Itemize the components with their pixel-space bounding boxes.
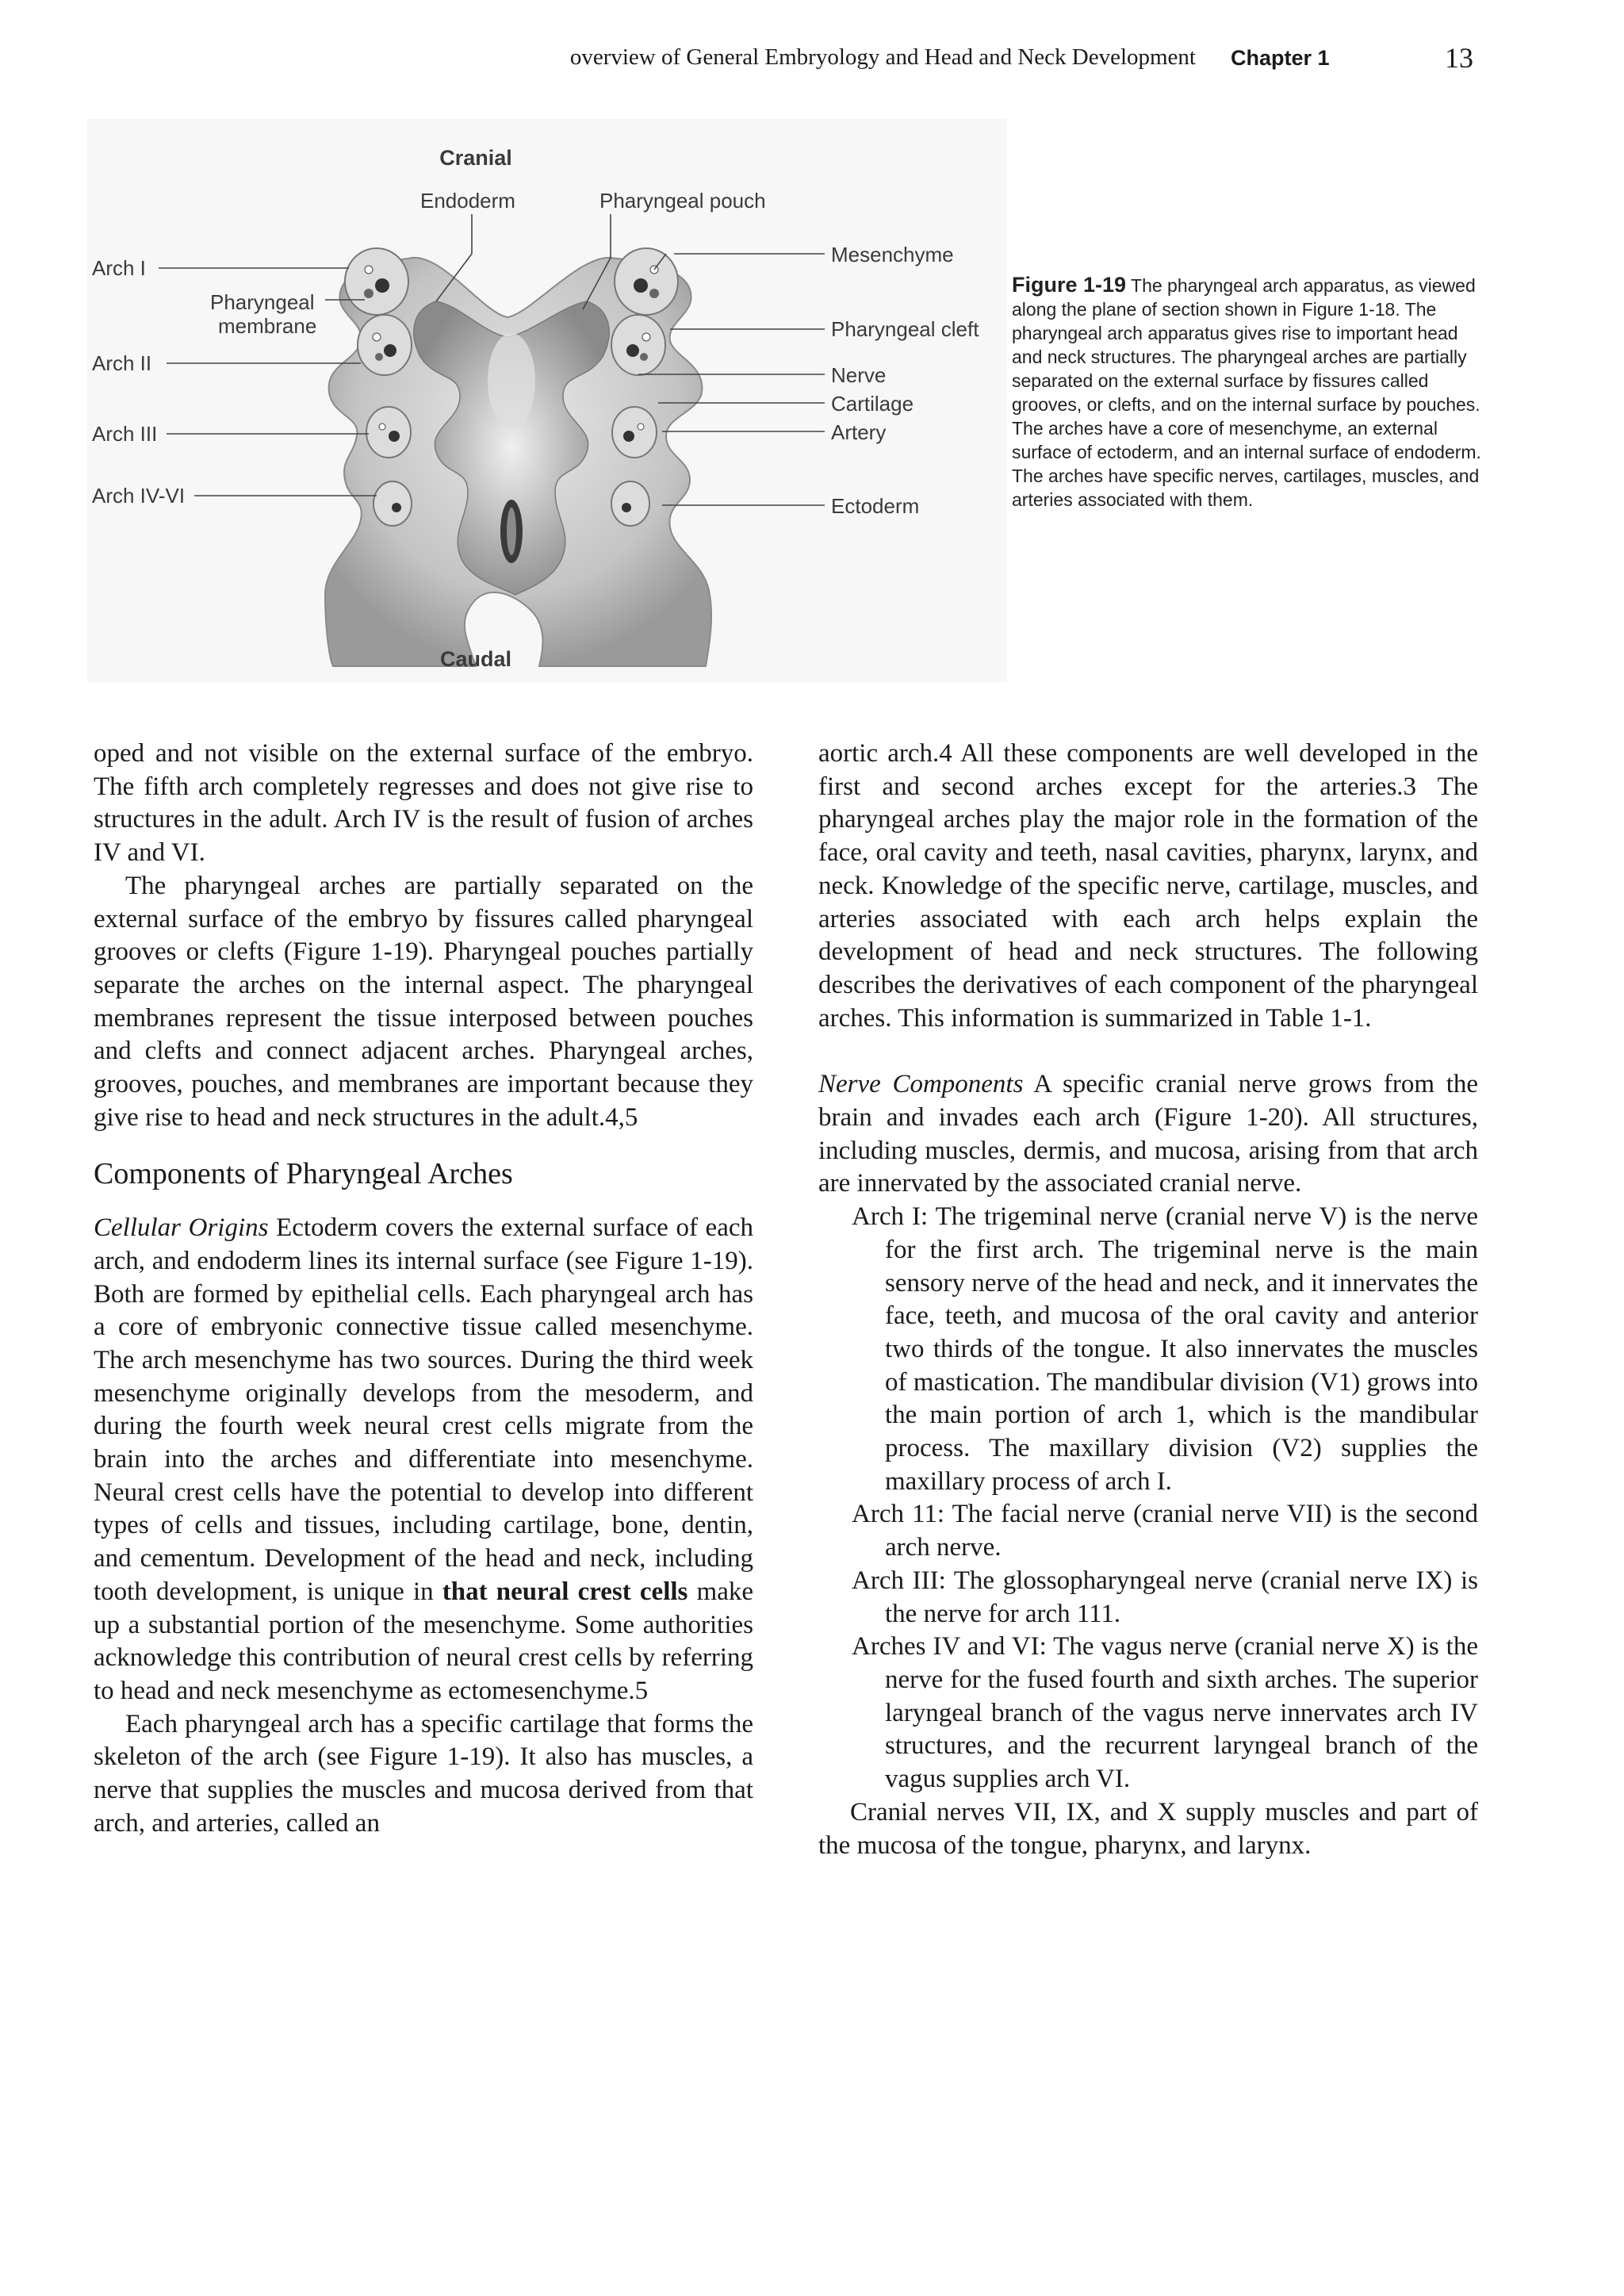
- label-nerve: Nerve: [831, 363, 887, 387]
- label-pharyngeal-pouch: Pharyngeal pouch: [599, 189, 766, 213]
- running-title: overview of General Embryology and Head and Neck Development: [569, 44, 1196, 70]
- page-number: 13: [1445, 42, 1473, 74]
- list-item: Arches IV and VI: The vagus nerve (cranial nerve X) is the nerve for the fused fourth and sixth arches. The superior laryngeal branch of the vagus nerve innervates arch IV structures, and the recurrent laryngeal branch of the vagus supplies arch VI.: [852, 1632, 1478, 1794]
- label-cartilage: Cartilage: [831, 392, 914, 416]
- caption-text: The pharyngeal arch apparatus, as viewed along the plane of section shown in Figure 1-18. The pharyngeal arch apparatus gives rise to important head and neck structures. The pharyngeal arches are partially separated on the external surface by fissures called grooves, or clefts, and on the internal surface by pouches. The arches have a core of mesenchyme, an external surface of ectoderm, and an internal surface of endoderm. The arches have specific nerves, cartilages, muscles, and arteries associated with them.: [1012, 275, 1481, 510]
- figure-label: Figure 1-19: [1012, 273, 1127, 297]
- run-in-heading: Nerve Components: [818, 1070, 1024, 1099]
- label-artery: Artery: [831, 420, 887, 444]
- spacer: [818, 1035, 1478, 1068]
- label-arch-1: Arch I: [92, 256, 146, 280]
- figure-pharyngeal-arches: [87, 119, 1007, 682]
- chapter-label: Chapter 1: [1231, 46, 1330, 70]
- list-item: Arch I: The trigeminal nerve (cranial nerve V) is the nerve for the first arch. The trigeminal nerve is the main sensory nerve of the head and neck, and it innervates the face, teeth, and mucosa of the oral cavity and anterior two thirds of the tongue. It also innervates the muscles of mastication. The mandibular division (V1) grows into the main portion of arch 1, which is the mandibular process. The maxillary division (V2) supplies the maxillary process of arch I.: [852, 1202, 1478, 1496]
- running-header: [0, 44, 1624, 79]
- left-column: [94, 738, 753, 1841]
- label-mesenchyme: Mesenchyme: [831, 243, 954, 266]
- paragraph-nerve-components: [818, 1068, 1478, 1201]
- right-column: [818, 738, 1478, 1862]
- run-in-heading: Cellular Origins: [94, 1213, 269, 1243]
- figure-caption: [1012, 273, 1484, 512]
- label-caudal: Caudal: [439, 647, 512, 671]
- label-pharyngeal-membrane-1: Pharyngeal: [210, 290, 315, 314]
- median-ridge: [488, 333, 535, 428]
- label-arch-3: Arch III: [92, 422, 158, 446]
- list-item: Arch 11: The facial nerve (cranial nerve VII) is the second arch nerve.: [852, 1500, 1478, 1562]
- groove-highlight: [507, 508, 516, 555]
- bold-text-run: that neural crest cells: [442, 1577, 688, 1606]
- paragraph: The pharyngeal arches are partially separated on the external surface of the embryo by fissures called pharyngeal grooves or clefts (Figure 1-19). Pharyngeal pouches partially separate the arches on the internal aspect. The pharyngeal membranes represent the tissue interposed between pouches and clefts and connect adjacent arches. Pharyngeal arches, grooves, pouches, and membranes are important because they give rise to head and neck structures in the adult.4,5: [94, 871, 753, 1132]
- paragraph: Cranial nerves VII, IX, and X supply muscles and part of the mucosa of the tongue, pharynx, and larynx.: [818, 1797, 1478, 1860]
- label-arch-2: Arch II: [92, 351, 152, 375]
- label-endoderm: Endoderm: [420, 189, 515, 213]
- paragraph-cellular-origins: [94, 1212, 753, 1708]
- text-run: A specific cranial nerve grows from the brain and invades each arch (Figure 1-20). All structures, including muscles, dermis, and mucosa, arising from that arch are innervated by the associated cranial nerve.: [818, 1070, 1479, 1198]
- section-heading: Components of Pharyngeal Arches: [94, 1157, 513, 1191]
- list-item: Arch III: The glossopharyngeal nerve (cranial nerve IX) is the nerve for arch 111.: [852, 1566, 1478, 1628]
- text-run: make up a substantial portion of the mesenchyme. Some authorities acknowledge this contribution of neural crest cells by referring to head and neck mesenchyme as ectomesenchyme.5: [94, 1577, 754, 1705]
- label-pharyngeal-cleft: Pharyngeal cleft: [831, 317, 979, 341]
- label-ectoderm: Ectoderm: [831, 494, 920, 518]
- text-run: Ectoderm covers the external surface of each arch, and endoderm lines its internal surface (see Figure 1-19). Both are formed by epithelial cells. Each pharyngeal arch has a core of embryonic connective tissue called mesenchyme. The arch mesenchyme has two sources. During the third week mesenchyme originally develops from the mesoderm, and during the fourth week neural crest cells migrate from the brain into the arches and differentiate into mesenchyme. Neural crest cells have the potential to develop into different types of cells and tissues, including cartilage, bone, dentin, and cementum. Development of the head and neck, including tooth development, is unique in: [94, 1213, 754, 1606]
- label-pharyngeal-membrane-2: membrane: [218, 314, 317, 338]
- paragraph: Each pharyngeal arch has a specific cartilage that forms the skeleton of the arch (see Figure 1-19). It also has muscles, a nerve that supplies the muscles and mucosa derived from that arch, and arteries, called an: [94, 1709, 753, 1838]
- paragraph: aortic arch.4 All these components are well developed in the first and second arches except for the arteries.3 The pharyngeal arches play the major role in the formation of the face, oral cavity and teeth, nasal cavities, pharynx, larynx, and neck. Knowledge of the specific nerve, cartilage, muscles, and arteries associated with each arch helps explain the development of head and neck structures. The following describes the derivatives of each component of the pharyngeal arches. This information is summarized in Table 1-1.: [818, 739, 1478, 1033]
- label-cranial: Cranial: [439, 146, 512, 170]
- label-arch-4-6: Arch IV-VI: [92, 484, 186, 508]
- paragraph: oped and not visible on the external surface of the embryo. The fifth arch completely regresses and does not give rise to structures in the adult. Arch IV is the result of fusion of arches IV and VI.: [94, 739, 753, 868]
- pharyngeal-arch-illustration: [87, 119, 1007, 682]
